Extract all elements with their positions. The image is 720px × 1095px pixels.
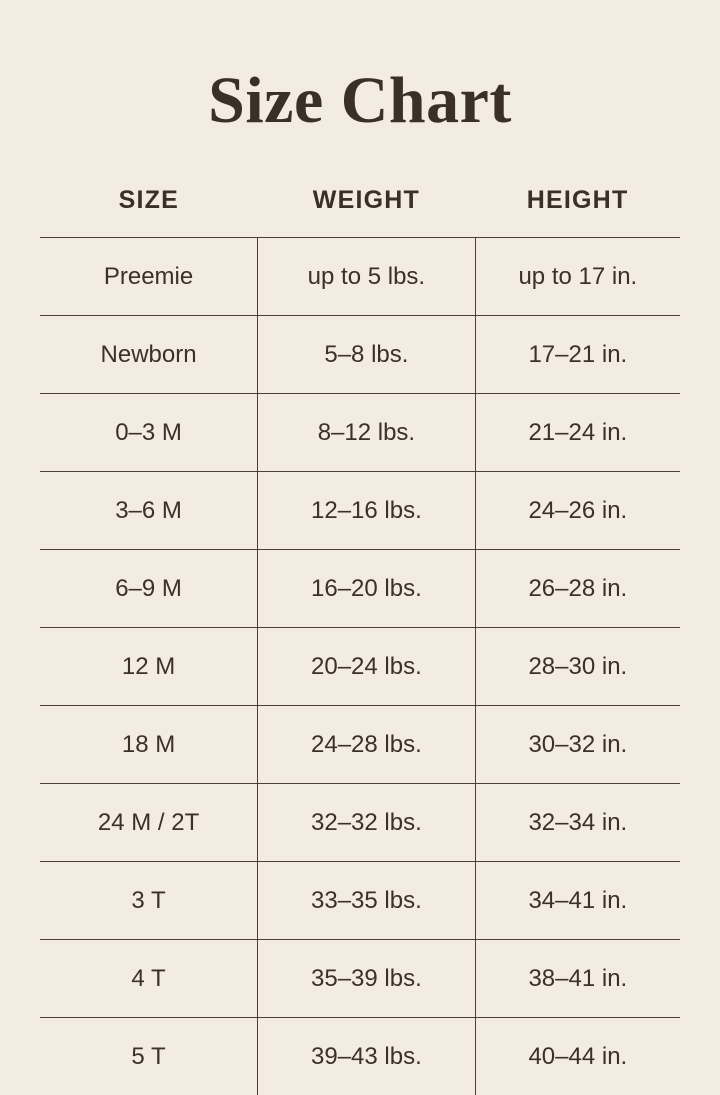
cell-size: 3–6 M: [40, 472, 258, 550]
table-row: [40, 316, 680, 394]
cell-weight: 32–32 lbs.: [258, 784, 476, 862]
table-row: [40, 784, 680, 862]
cell-size: 6–9 M: [40, 550, 258, 628]
cell-height: 30–32 in.: [475, 706, 680, 784]
table-body: [40, 238, 680, 1095]
table-row: [40, 628, 680, 706]
cell-weight: 35–39 lbs.: [258, 940, 476, 1018]
cell-size: 4 T: [40, 940, 258, 1018]
column-header-height: HEIGHT: [475, 186, 680, 238]
cell-size: 3 T: [40, 862, 258, 940]
cell-height: 38–41 in.: [475, 940, 680, 1018]
cell-weight: 16–20 lbs.: [258, 550, 476, 628]
page-title: Size Chart: [40, 68, 680, 134]
cell-size: 0–3 M: [40, 394, 258, 472]
table-row: [40, 706, 680, 784]
table-header-row: [40, 186, 680, 238]
cell-height: 32–34 in.: [475, 784, 680, 862]
cell-height: 26–28 in.: [475, 550, 680, 628]
table-row: [40, 940, 680, 1018]
cell-weight: 8–12 lbs.: [258, 394, 476, 472]
cell-height: 34–41 in.: [475, 862, 680, 940]
cell-height: 24–26 in.: [475, 472, 680, 550]
size-chart-table: [40, 186, 680, 1095]
cell-height: 17–21 in.: [475, 316, 680, 394]
cell-height: 28–30 in.: [475, 628, 680, 706]
cell-height: 40–44 in.: [475, 1018, 680, 1095]
cell-height: 21–24 in.: [475, 394, 680, 472]
table-row: [40, 238, 680, 316]
table-row: [40, 862, 680, 940]
table-row: [40, 472, 680, 550]
cell-weight: 5–8 lbs.: [258, 316, 476, 394]
cell-size: 5 T: [40, 1018, 258, 1095]
cell-size: Preemie: [40, 238, 258, 316]
table-row: [40, 1018, 680, 1095]
cell-weight: 39–43 lbs.: [258, 1018, 476, 1095]
cell-weight: up to 5 lbs.: [258, 238, 476, 316]
cell-size: 12 M: [40, 628, 258, 706]
cell-weight: 24–28 lbs.: [258, 706, 476, 784]
cell-size: Newborn: [40, 316, 258, 394]
table-row: [40, 394, 680, 472]
cell-size: 18 M: [40, 706, 258, 784]
column-header-weight: WEIGHT: [258, 186, 476, 238]
table-row: [40, 550, 680, 628]
table-header: [40, 186, 680, 238]
cell-height: up to 17 in.: [475, 238, 680, 316]
cell-weight: 12–16 lbs.: [258, 472, 476, 550]
cell-weight: 33–35 lbs.: [258, 862, 476, 940]
cell-size: 24 M / 2T: [40, 784, 258, 862]
column-header-size: SIZE: [40, 186, 258, 238]
cell-weight: 20–24 lbs.: [258, 628, 476, 706]
